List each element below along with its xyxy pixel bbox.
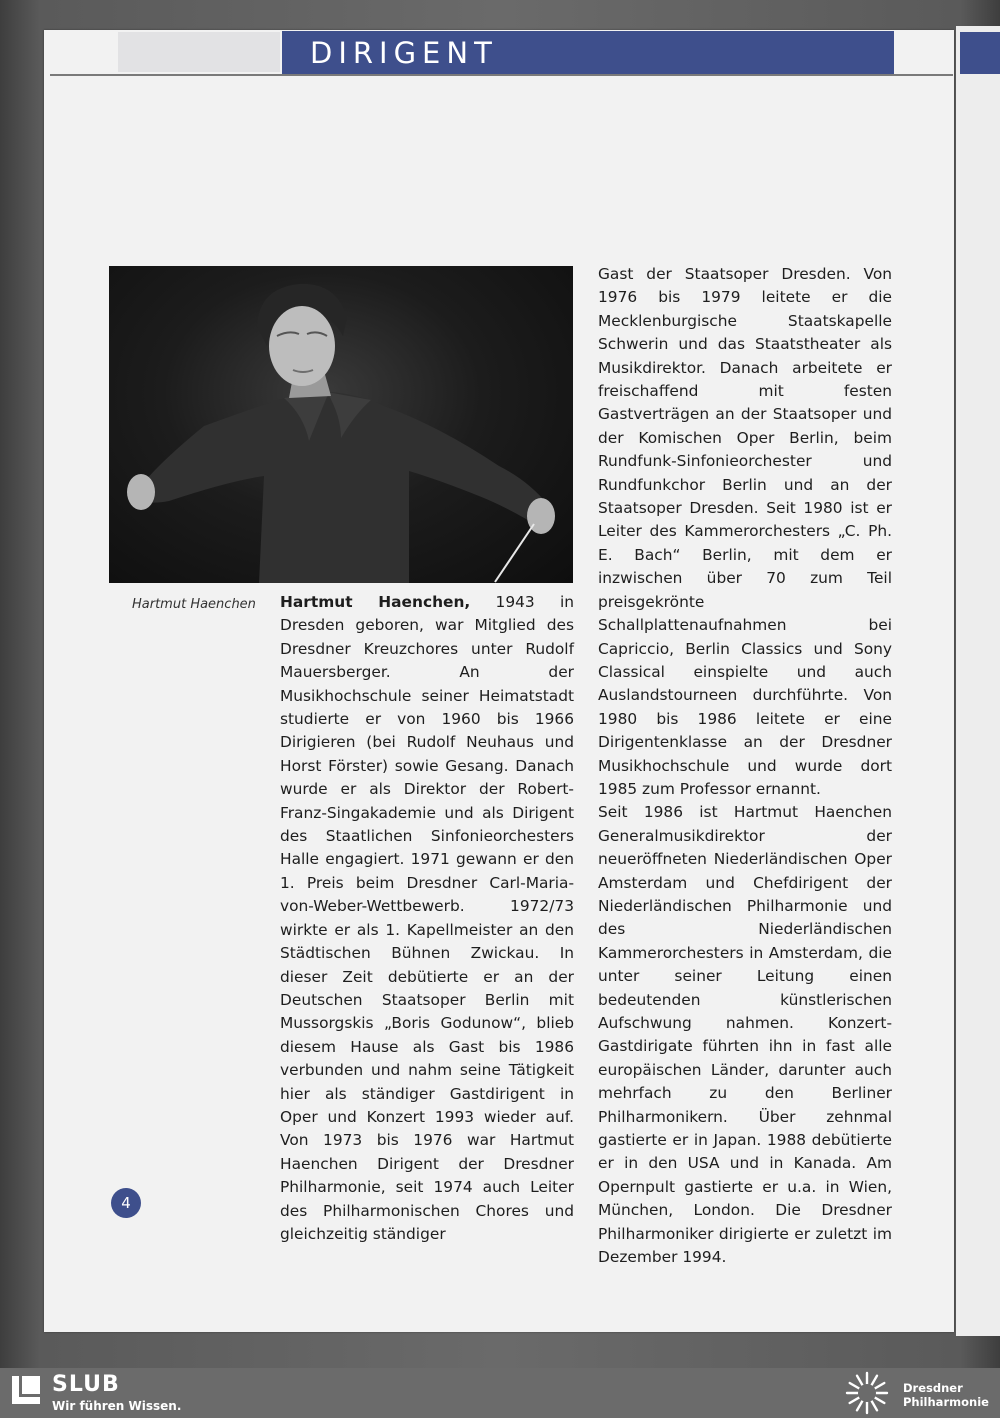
slub-name[interactable]: SLUB (52, 1372, 120, 1397)
article-column-left (280, 591, 574, 1246)
header-rule (50, 74, 953, 76)
article-text-left: 1943 in Dresden geboren, war Mitglied des Dresdner Kreuzchores unter Rudolf Mauersberger. An der Musikhochschule seiner Heimatstadt studierte er von 1960 bis 1966 Dirigieren (bei Rudolf Neuhaus und Horst Förster) sowie Gesang. Danach wurde er als Direktor der Robert-Franz-Singakademie und als Dirigent des Staatlichen Sinfonieorchesters Halle engagiert. 1971 gewann er den 1. Preis beim Dresdner Carl-Maria-von-Weber-Wettbewerb. 1972/73 wirkte er als 1. Kapellmeister an den Städtischen Bühnen Zwickau. In dieser Zeit debütierte er an der Deutschen Staatsoper Berlin mit Mussorgskis „Boris Godunow“, blieb diesem Hause als Gast bis 1986 verbunden und nahm seine Tätigkeit hier als ständiger Gastdirigent in Oper und Konzert 1993 wieder auf. Von 1973 bis 1976 war Hartmut Haenchen Dirigent der Dresdner Philharmonie, seit 1974 auch Leiter des Philharmonischen Chores und gleichzeitig ständiger (280, 593, 575, 1243)
header-faded-block (118, 32, 280, 72)
article-paragraph (280, 591, 574, 1246)
conductor-photo-illustration (109, 266, 573, 583)
page-number-badge: 4 (111, 1188, 141, 1218)
photo-caption: Hartmut Haenchen (132, 597, 256, 612)
section-header: DIRIGENT (282, 31, 894, 75)
conductor-photo (109, 266, 573, 583)
partner-line-2: Philharmonie (903, 1395, 989, 1409)
article-column-right (598, 263, 892, 1269)
slub-logo-icon (12, 1376, 40, 1404)
dresdner-philharmonie-name (903, 1381, 989, 1409)
partner-line-1: Dresdner (903, 1381, 963, 1395)
next-page-edge (956, 26, 1000, 1336)
dresdner-philharmonie-logo-icon[interactable] (842, 1370, 892, 1416)
next-page-header-band (960, 32, 1000, 74)
conductor-name: Hartmut Haenchen, (280, 593, 471, 611)
article-paragraph-right-1: Gast der Staatsoper Dresden. Von 1976 bis 1979 leitete er die Mecklenburgische Staatskapelle Schwerin und das Staatstheater als Musikdirektor. Danach arbeitete er freischaffend mit festen Gastverträgen an der Staatsoper und der Komischen Oper Berlin, beim Rundfunk-Sinfonieorchester und Rundfunkchor Berlin und an der Staatsoper Dresden. Seit 1980 ist er Leiter des Kammerorchesters „C. Ph. E. Bach“ Berlin, mit dem er inzwischen über 70 zum Teil preisgekrönte Schallplattenaufnahmen bei Capriccio, Berlin Classics und Sony Classical einspielte und auch Auslandstourneen durchführte. Von 1980 bis 1986 leitete er eine Dirigentenklasse an der Dresdner Musikhochschule und wurde dort 1985 zum Professor ernannt. (598, 265, 892, 798)
slub-tagline: Wir führen Wissen. (52, 1399, 182, 1413)
article-paragraph-right-2: Seit 1986 ist Hartmut Haenchen Generalmusikdirektor der neueröffneten Niederländischen Oper Amsterdam und Chefdirigent der Niederländischen Philharmonie und des Niederländischen Kammerorchesters in Amsterdam, die unter seiner Leitung einen bedeutenden künstlerischen Aufschwung nahmen. Konzert-Gastdirigate führten ihn in fast alle europäischen Länder, darunter auch mehrfach zu den Berliner Philharmonikern. Über zehnmal gastierte er in Japan. 1988 debütierte er in den USA und in Kanada. Am Opernpult gastierte er u.a. in Wien, München, London. Die Dresdner Philharmoniker dirigierte er zuletzt im Dezember 1994. (598, 803, 892, 1267)
footer-bar (0, 1368, 1000, 1418)
